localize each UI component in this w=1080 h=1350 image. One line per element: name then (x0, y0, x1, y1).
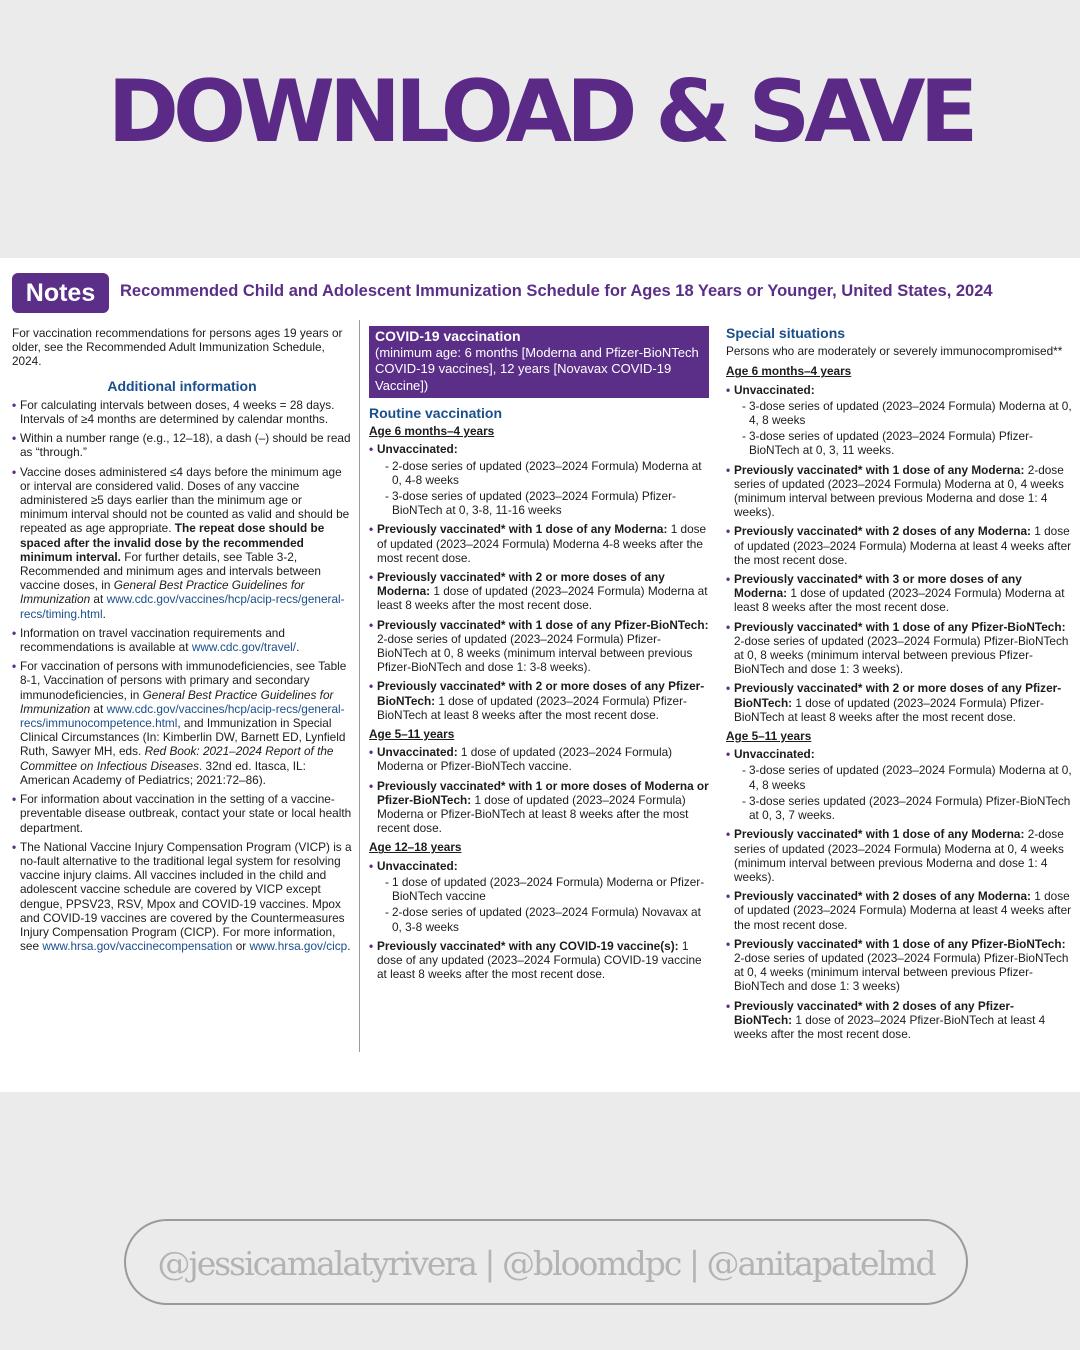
sub-item: - 3-dose series of updated (2023–2024 Formula) Moderna at 0, 4, 8 weeks (742, 399, 1072, 427)
sub-item: - 2-dose series of updated (2023–2024 Formula) Novavax at 0, 3-8 weeks (385, 905, 709, 933)
social-handles-pill: @jessicamalatyrivera | @bloomdpc | @anitapatelmd (124, 1219, 968, 1305)
list-item: • Information on travel vaccination requirements and recommendations is available at www.cdc.gov/travel/. (12, 626, 352, 654)
age-heading: Age 6 months–4 years (726, 364, 852, 379)
list-item: • For calculating intervals between doses, 4 weeks = 28 days. Intervals of ≥4 months are determined by calendar months. (12, 398, 352, 426)
list-item: • Previously vaccinated* with 2 or more doses of any Moderna: 1 dose of updated (2023–2024 Formula) Moderna at least 8 weeks after the most recent dose. (369, 570, 709, 613)
list-item: • Previously vaccinated* with 2 or more doses of any Pfizer-BioNTech: 1 dose of updated (2023–2024 Formula) Pfizer-BioNTech at least 8 weeks after the most recent dose. (369, 679, 709, 722)
covid-header-box (369, 326, 709, 398)
additional-info-heading: Additional information (107, 377, 257, 394)
sub-item: - 2-dose series of updated (2023–2024 Formula) Moderna at 0, 4-8 weeks (385, 459, 709, 487)
vaccine-compensation-link[interactable]: www.hrsa.gov/vaccinecompensation (42, 939, 233, 954)
list-item: • Within a number range (e.g., 12–18), a dash (–) should be read as “through.” (12, 431, 352, 459)
document-title: Recommended Child and Adolescent Immunization Schedule for Ages 18 Years or Younger, United States, 2024 (120, 282, 993, 300)
column-additional-info (12, 326, 352, 958)
age-heading: Age 5–11 years (369, 727, 455, 742)
column-special-situations (726, 326, 1072, 1046)
list-item: • Unvaccinated: - 3-dose series of updated (2023–2024 Formula) Moderna at 0, 4, 8 weeks - 3-dose series of updated (2023–2024 Formula) Pfizer-BioNTech at 0, 3, 11 weeks. (726, 383, 1072, 458)
sub-item: - 3-dose series updated (2023–2024 Formula) Pfizer-BioNTech at 0, 3, 7 weeks. (742, 794, 1072, 822)
sub-item: - 1 dose of updated (2023–2024 Formula) Moderna or Pfizer-BioNTech vaccine (385, 875, 709, 903)
list-item: • Previously vaccinated* with 1 or more doses of Moderna or Pfizer-BioNTech: 1 dose of updated (2023–2024 Formula) Moderna or Pfizer-BioNTech at least 8 weeks after the most recent dose. (369, 779, 709, 836)
routine-heading: Routine vaccination (369, 405, 503, 421)
list-item: • Unvaccinated: - 1 dose of updated (2023–2024 Formula) Moderna or Pfizer-BioNTech vaccine - 2-dose series of updated (2023–2024 Formula) Novavax at 0, 3-8 weeks (369, 859, 709, 934)
list-item: • Previously vaccinated* with 1 dose of any Moderna: 1 dose of updated (2023–2024 Formula) Moderna 4-8 weeks after the most recent dose. (369, 522, 709, 565)
schedule-document (0, 258, 1080, 1092)
hero-title: DOWNLOAD & SAVE (107, 62, 973, 162)
age-heading: Age 12–18 years (369, 840, 462, 855)
travel-link[interactable]: www.cdc.gov/travel/ (191, 640, 297, 655)
age-heading: Age 6 months–4 years (369, 424, 495, 439)
list-item: • Previously vaccinated* with 1 dose of any Moderna: 2-dose series of updated (2023–2024 Formula) Moderna at 0, 4 weeks (minimum interval between previous Moderna and dose 1: 4 weeks). (726, 827, 1072, 884)
column-divider (359, 320, 360, 1052)
immunocompromised-note: Persons who are moderately or severely immunocompromised** (726, 344, 1063, 359)
list-item: • Previously vaccinated* with 2 doses of any Moderna: 1 dose of updated (2023–2024 Formula) Moderna at least 4 weeks after the most recent dose. (726, 889, 1072, 932)
list-item: • Previously vaccinated* with 1 dose of any Pfizer-BioNTech: 2-dose series of updated (2023–2024 Formula) Pfizer-BioNTech at 0, 8 weeks (minimum interval between previous Pfizer-BioNTech and dose 1: 3-8 weeks). (369, 618, 709, 675)
list-item: • Previously vaccinated* with 2 or more doses of any Pfizer-BioNTech: 1 dose of updated (2023–2024 Formula) Pfizer-BioNTech at least 8 weeks after the most recent dose. (726, 681, 1072, 724)
list-item: • Previously vaccinated* with 3 or more doses of any Moderna: 1 dose of updated (2023–2024 Formula) Moderna at least 8 weeks after the most recent dose. (726, 572, 1072, 615)
list-item: • Previously vaccinated* with any COVID-19 vaccine(s): 1 dose of any updated (2023–2024 Formula) COVID-19 vaccine at least 8 weeks after the most recent dose. (369, 939, 709, 982)
covid-minimum-age: (minimum age: 6 months [Moderna and Pfizer-BioNTech COVID-19 vaccines], 12 years [Novavax COVID-19 Vaccine]) (375, 344, 699, 393)
immunocompetence-link[interactable]: www.cdc.gov/vaccines/hcp/acip-recs/general-recs/immunocompetence.html (20, 701, 345, 731)
timing-link[interactable]: www.cdc.gov/vaccines/hcp/acip-recs/general-recs/timing.html (20, 592, 345, 621)
list-item: • Previously vaccinated* with 1 dose of any Moderna: 2-dose series of updated (2023–2024 Formula) Moderna at 0, 4 weeks (minimum interval between previous Moderna and dose 1: 4 weeks). (726, 463, 1072, 520)
list-item: • Vaccine doses administered ≤4 days before the minimum age or interval are considered valid. Doses of any vaccine administered ≥5 days earlier than the minimum age or minimum interval should not be counted as valid and should be repeated as age appropriate. The repeat dose should be spaced after the invalid dose by the recommended minimum interval. For further details, see Table 3-2, Recommended and minimum ages and intervals between vaccine doses, in General Best Practice Guidelines for Immunization at www.cdc.gov/vaccines/hcp/acip-recs/general-recs/timing.html. (12, 465, 352, 621)
notes-badge: Notes (12, 273, 109, 313)
column-covid-routine (369, 326, 709, 986)
list-item: • For information about vaccination in the setting of a vaccine-preventable disease outbreak, contact your state or local health department. (12, 792, 352, 835)
list-item: • The National Vaccine Injury Compensation Program (VICP) is a no-fault alternative to the traditional legal system for resolving vaccine injury claims. All vaccines included in the child and adolescent vaccine schedule are covered by VICP except dengue, PPSV23, RSV, Mpox and COVID-19 vaccines. Mpox and COVID-19 vaccines are covered by the Countermeasures Injury Compensation Program (CICP). For more information, see www.hrsa.gov/vaccinecompensation or www.hrsa.gov/cicp. (12, 840, 352, 954)
list-item: • Previously vaccinated* with 1 dose of any Pfizer-BioNTech: 2-dose series of updated (2023–2024 Formula) Pfizer-BioNTech at 0, 4 weeks (minimum interval between previous Pfizer-BioNTech and dose 1: 3 weeks) (726, 937, 1072, 994)
cicp-link[interactable]: www.hrsa.gov/cicp (249, 939, 348, 954)
list-item: • Unvaccinated: 1 dose of updated (2023–2024 Formula) Moderna or Pfizer-BioNTech vaccine. (369, 745, 709, 773)
list-item: • Previously vaccinated* with 2 doses of any Moderna: 1 dose of updated (2023–2024 Formula) Moderna at least 4 weeks after the most recent dose. (726, 524, 1072, 567)
list-item: • Previously vaccinated* with 1 dose of any Pfizer-BioNTech: 2-dose series of updated (2023–2024 Formula) Pfizer-BioNTech at 0, 8 weeks (minimum interval between previous Pfizer-BioNTech and dose 1: 3 weeks). (726, 620, 1072, 677)
list-item: • For vaccination of persons with immunodeficiencies, see Table 8-1, Vaccination of persons with primary and secondary immunodeficiencies, in General Best Practice Guidelines for Immunization at www.cdc.gov/vaccines/hcp/acip-recs/general-recs/immunocompetence.html, and Immunization in Special Clinical Circumstances (In: Kimberlin DW, Barnett ED, Lynfield Ruth, Sawyer MH, eds. Red Book: 2021–2024 Report of the Committee on Infectious Diseases. 32nd ed. Itasca, IL: American Academy of Pediatrics; 2021:72–86). (12, 659, 352, 787)
age-heading: Age 5–11 years (726, 729, 812, 744)
covid-title: COVID-19 vaccination (375, 328, 521, 344)
special-situations-heading: Special situations (726, 325, 846, 341)
sub-item: - 3-dose series of updated (2023–2024 Formula) Moderna at 0, 4, 8 weeks (742, 763, 1072, 791)
sub-item: - 3-dose series of updated (2023–2024 Formula) Pfizer-BioNTech at 0, 3-8, 11-16 weeks (385, 489, 709, 517)
adult-schedule-note: For vaccination recommendations for persons ages 19 years or older, see the Recommended Adult Immunization Schedule, 2024. (12, 326, 343, 369)
sub-item: - 3-dose series of updated (2023–2024 Formula) Pfizer-BioNTech at 0, 3, 11 weeks. (742, 429, 1072, 457)
hero-banner (0, 0, 1080, 258)
list-item: • Previously vaccinated* with 2 doses of any Pfizer-BioNTech: 1 dose of 2023–2024 Pfizer-BioNTech at least 4 weeks after the most recent dose. (726, 999, 1072, 1042)
list-item: • Unvaccinated: - 2-dose series of updated (2023–2024 Formula) Moderna at 0, 4-8 weeks - 3-dose series of updated (2023–2024 Formula) Pfizer-BioNTech at 0, 3-8, 11-16 weeks (369, 442, 709, 517)
list-item: • Unvaccinated: - 3-dose series of updated (2023–2024 Formula) Moderna at 0, 4, 8 weeks - 3-dose series updated (2023–2024 Formula) Pfizer-BioNTech at 0, 3, 7 weeks. (726, 747, 1072, 822)
